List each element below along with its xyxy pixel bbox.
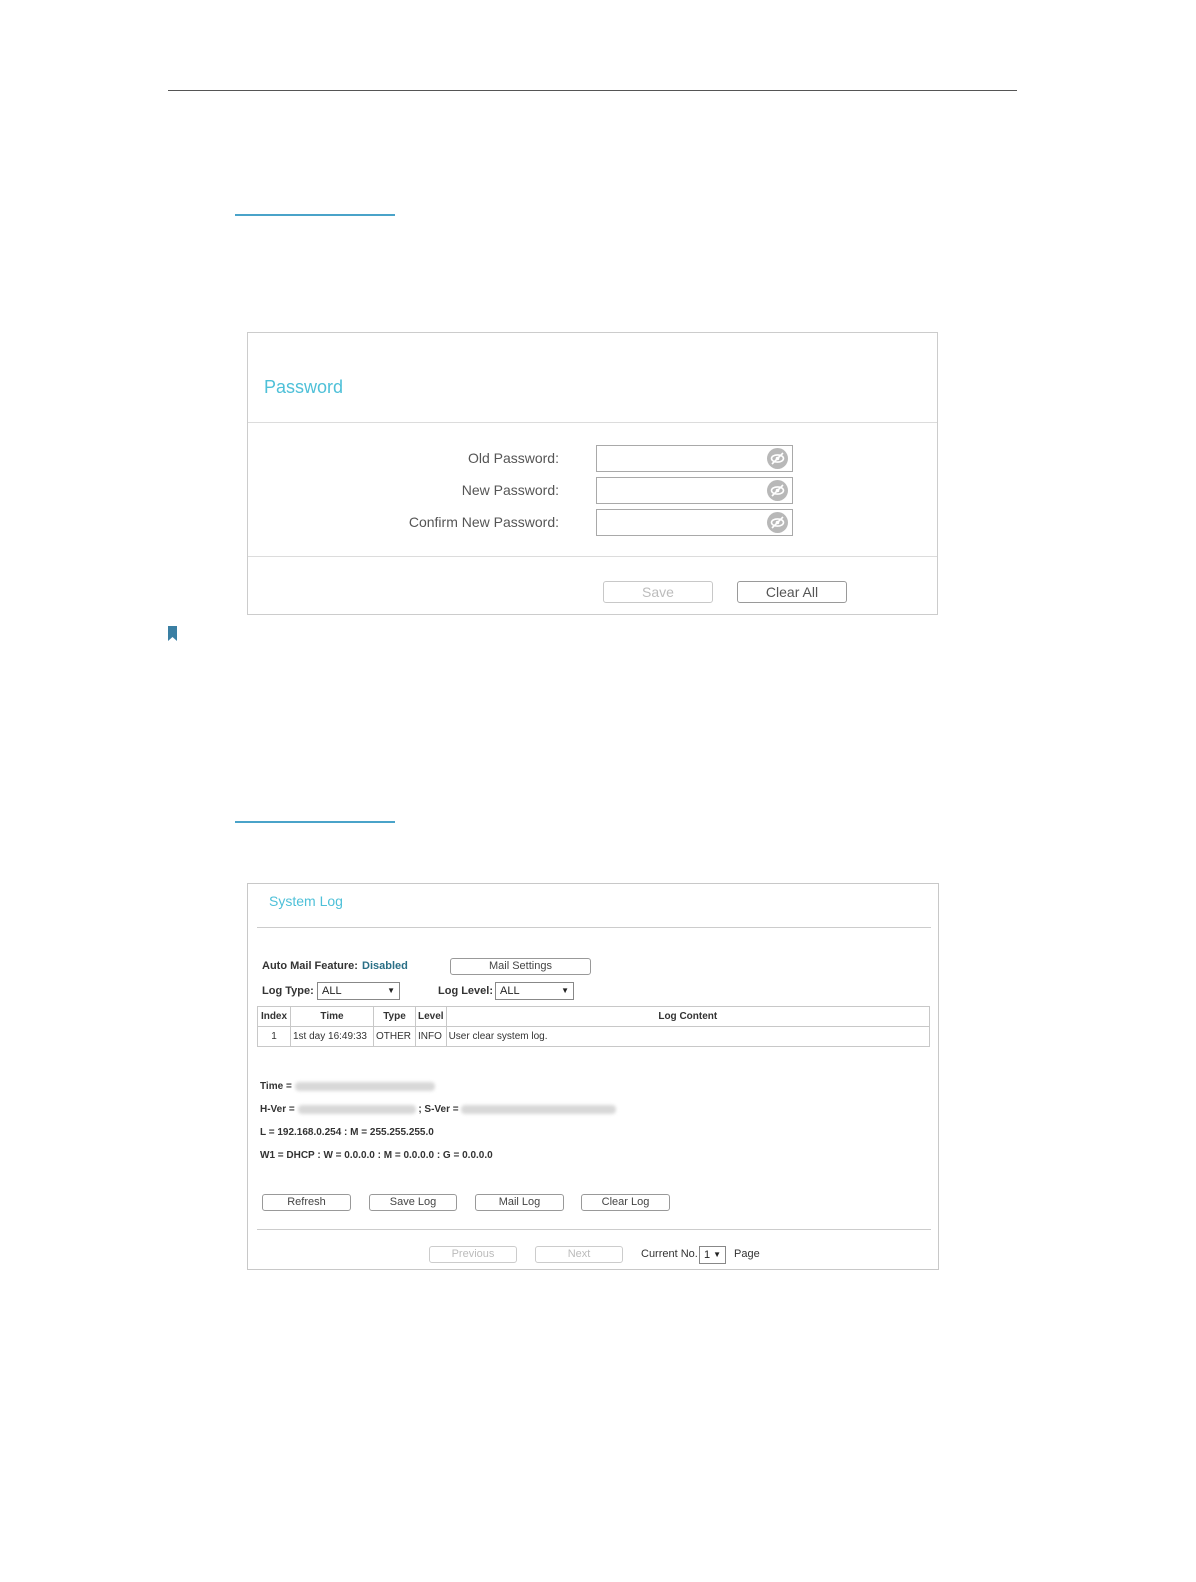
mail-settings-button[interactable]: Mail Settings [450, 958, 591, 975]
cell-log-content: User clear system log. [446, 1027, 929, 1047]
table-row [258, 1027, 930, 1047]
page-label: Page [734, 1248, 760, 1260]
hardware-version-label: H-Ver = [260, 1104, 295, 1115]
hide-password-icon[interactable] [767, 448, 788, 469]
old-password-field[interactable] [596, 445, 793, 472]
section-heading-underline [235, 821, 395, 823]
new-password-label: New Password: [461, 482, 559, 498]
confirm-password-field[interactable] [596, 509, 793, 536]
clear-log-button[interactable]: Clear Log [581, 1194, 670, 1211]
system-log-panel [247, 883, 939, 1270]
blurred-value [298, 1105, 416, 1114]
mail-log-button[interactable]: Mail Log [475, 1194, 564, 1211]
log-type-value: ALL [322, 985, 342, 997]
hide-password-icon[interactable] [767, 512, 788, 533]
chevron-down-icon: ▼ [561, 986, 569, 995]
divider [248, 422, 937, 423]
cell-type: OTHER [374, 1027, 416, 1047]
password-panel-title: Password [264, 377, 344, 397]
log-table [257, 1006, 930, 1047]
column-header-time: Time [291, 1007, 374, 1027]
divider [248, 556, 937, 557]
blurred-value [461, 1105, 616, 1114]
save-button[interactable]: Save [603, 581, 713, 603]
current-no-label: Current No. [641, 1248, 698, 1260]
page-number-value: 1 [704, 1249, 711, 1261]
info-lan-line: L = 192.168.0.254 : M = 255.255.255.0 [260, 1127, 434, 1138]
next-page-button[interactable]: Next [535, 1246, 623, 1263]
page-header-rule [168, 90, 1017, 91]
log-level-value: ALL [500, 985, 520, 997]
info-time-line [260, 1081, 435, 1092]
cell-time: 1st day 16:49:33 [291, 1027, 374, 1047]
previous-page-button[interactable]: Previous [429, 1246, 517, 1263]
confirm-password-label: Confirm New Password: [408, 514, 559, 530]
cell-index: 1 [258, 1027, 291, 1047]
save-log-button[interactable]: Save Log [369, 1194, 457, 1211]
column-header-index: Index [258, 1007, 291, 1027]
column-header-type: Type [374, 1007, 416, 1027]
column-header-level: Level [416, 1007, 447, 1027]
password-panel [247, 332, 938, 615]
bookmark-icon [167, 626, 179, 642]
log-level-label: Log Level: [438, 985, 494, 997]
refresh-button[interactable]: Refresh [262, 1194, 351, 1211]
section-heading-underline [235, 214, 395, 216]
column-header-log-content: Log Content [446, 1007, 929, 1027]
log-type-label: Log Type: [262, 985, 314, 997]
auto-mail-feature-label: Auto Mail Feature: [262, 960, 358, 972]
log-level-select[interactable] [495, 982, 574, 1000]
auto-mail-feature-status: Disabled [362, 960, 408, 972]
chevron-down-icon: ▼ [387, 986, 395, 995]
new-password-field[interactable] [596, 477, 793, 504]
time-label: Time = [260, 1081, 292, 1092]
chevron-down-icon: ▼ [713, 1250, 721, 1259]
info-version-line [260, 1104, 616, 1115]
system-log-title: System Log [269, 893, 343, 909]
blurred-value [295, 1082, 435, 1091]
page-number-select[interactable] [699, 1246, 726, 1264]
log-type-select[interactable] [317, 982, 400, 1000]
cell-level: INFO [416, 1027, 447, 1047]
divider [257, 1229, 931, 1230]
table-header-row [258, 1007, 930, 1027]
clear-all-button[interactable]: Clear All [737, 581, 847, 603]
hide-password-icon[interactable] [767, 480, 788, 501]
software-version-label: ; S-Ver = [418, 1104, 459, 1115]
divider [257, 927, 931, 928]
old-password-label: Old Password: [467, 450, 559, 466]
info-wan-line: W1 = DHCP : W = 0.0.0.0 : M = 0.0.0.0 : G = 0.0.0.0 [260, 1150, 493, 1161]
